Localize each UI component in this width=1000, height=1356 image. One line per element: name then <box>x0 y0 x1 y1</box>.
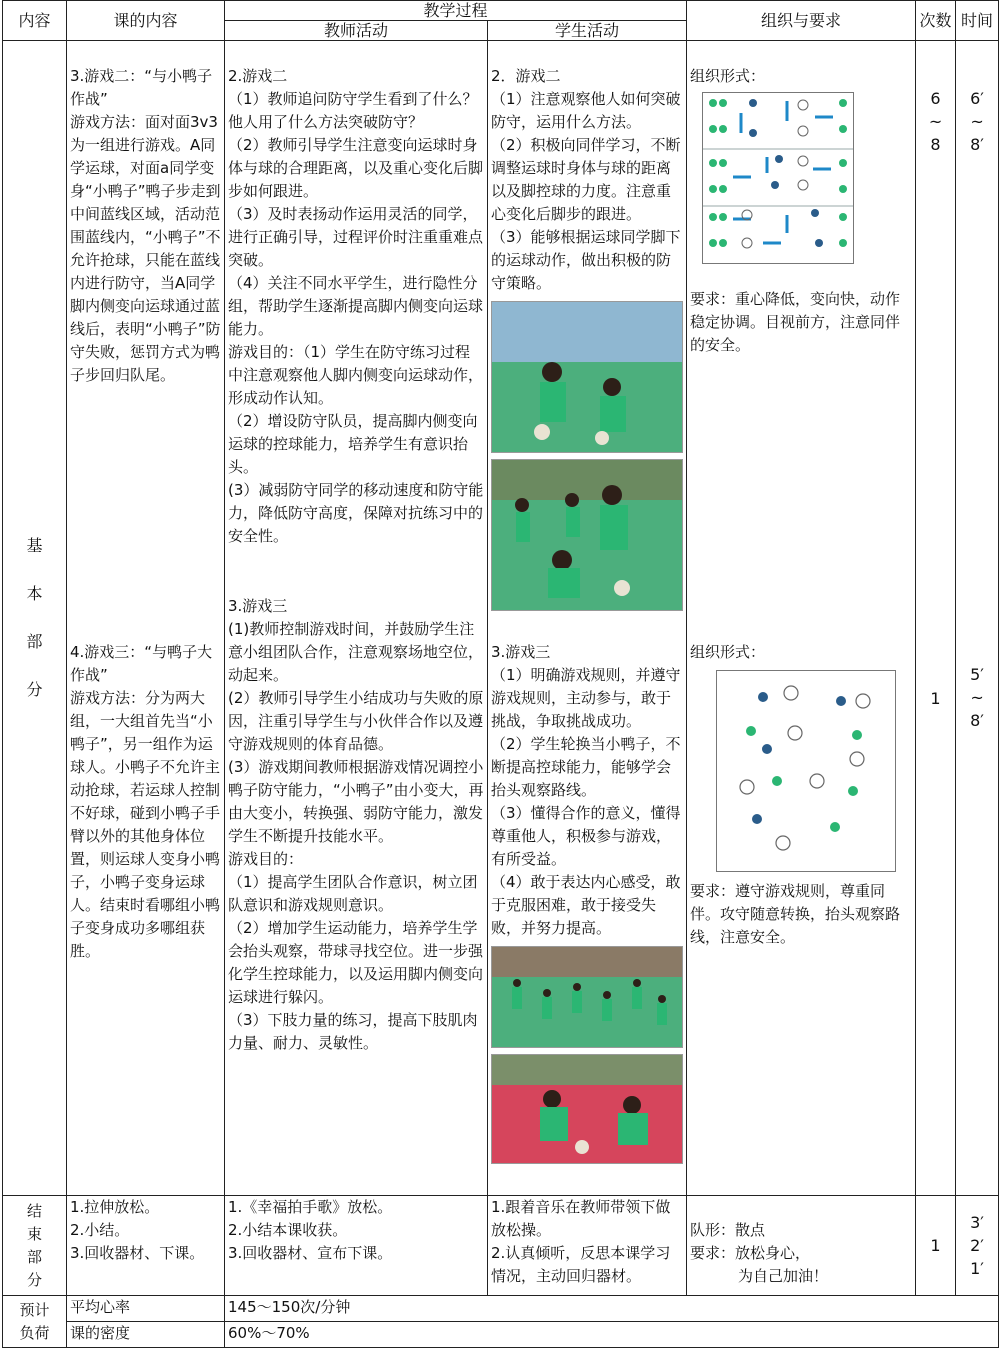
game2-times-min: 6 <box>930 89 941 108</box>
game2-student-line: （2）积极向同伴学习，不断调整运球时身体与球的距离以及脚控球的力度。注意重心变化后脚步的跟进。 <box>491 136 681 223</box>
header-organization: 组织与要求 <box>687 1 916 41</box>
header-teacher-activity: 教师活动 <box>225 21 488 41</box>
game2-teacher-line: （2）增设防守队员，提高脚内侧变向运球的控球能力，培养学生有意识抬头。 <box>228 412 478 476</box>
game2-content <box>67 41 225 641</box>
game2-student-line: （1）注意观察他人如何突破防守，运用什么方法。 <box>491 90 681 131</box>
ending-content-line: 1.拉伸放松。 <box>70 1198 160 1216</box>
game2-teacher-line: (3）减弱防守同学的移动速度和防守能力，降低防守高度，保障对抗练习中的安全性。 <box>228 481 484 545</box>
game2-times <box>916 41 956 641</box>
game3-student-line: 3.游戏三 <box>491 642 551 661</box>
load-row-value <box>225 1322 999 1348</box>
load-row-name <box>67 1322 225 1348</box>
header-content-label: 内容 <box>18 10 51 30</box>
game3-content-title: 4.游戏三：“与鸭子大作战” <box>70 642 213 684</box>
game2-teacher-line: 2.游戏二 <box>228 67 288 85</box>
game2-time <box>956 41 999 641</box>
game3-teacher-line: 3.游戏三 <box>228 596 288 615</box>
game3-teacher-line: 游戏目的： <box>228 849 304 868</box>
game3-student-line: （2）学生轮换当小鸭子，不断提高控球能力，能够学会抬头观察路线。 <box>491 734 681 799</box>
ending-content-line: 2.小结。 <box>70 1221 130 1239</box>
game3-teacher-line: (2）教师引导学生小结成功与失败的原因，注重引导学生与小伙伴合作以及遵守游戏规则的体育品德。 <box>228 688 484 753</box>
game3-teacher <box>225 596 488 1196</box>
game3-time <box>956 641 999 1196</box>
ending-time <box>956 1196 999 1296</box>
section-basic-char-3: 部 <box>26 632 43 651</box>
ending-time-3: 1′ <box>970 1259 984 1278</box>
load-label-line-2: 负荷 <box>19 1323 50 1342</box>
section-ending-char-4: 分 <box>26 1270 42 1289</box>
game3-org-label: 组织形式： <box>690 642 766 661</box>
ending-times-value: 1 <box>930 1236 941 1255</box>
game2-teacher <box>225 41 488 641</box>
game2-times-max: 8 <box>930 135 941 154</box>
game2-student-line: 2．游戏二 <box>491 67 561 85</box>
game3-time-min: 5′ <box>970 664 984 684</box>
header-student-activity: 学生活动 <box>488 21 687 41</box>
game3-student-line: （4）敢于表达内心感受，敢于克服困难，敢于接受失败，并努力提高。 <box>491 872 681 937</box>
game3-student <box>488 641 687 1196</box>
section-basic-char-1: 基 <box>26 536 43 555</box>
header-lesson-content: 课的内容 <box>67 1 225 41</box>
game3-teacher-line: （1）提高学生团队合作意识，树立团队意识和游戏规则意识。 <box>228 872 478 914</box>
game3-student-line: （1）明确游戏规则，并遵守游戏规则，主动参与，敢于挑战，争取挑战成功。 <box>491 665 681 730</box>
ending-teacher <box>225 1196 488 1296</box>
ending-org-line: 要求：放松身心， <box>690 1244 811 1262</box>
ending-teacher-line: 2.小结本课收获。 <box>228 1221 348 1239</box>
game2-photo-1 <box>491 301 683 453</box>
header-times: 次数 <box>916 1 956 41</box>
ending-content-line: 3.回收器材、下课。 <box>70 1244 205 1262</box>
ending-time-1: 3′ <box>970 1213 984 1232</box>
load-row-value <box>225 1296 999 1322</box>
load-heart-rate-label: 平均心率 <box>70 1298 131 1316</box>
section-ending-char-1: 结 <box>26 1201 42 1220</box>
ending-organization <box>687 1196 916 1296</box>
game3-organization <box>687 641 916 1196</box>
game2-teacher-line: （3）及时表扬动作运用灵活的同学，进行正确引导，过程评价时注重重难点突破。 <box>228 205 484 269</box>
ending-teacher-line: 1.《幸福拍手歌》放松。 <box>228 1198 393 1216</box>
ending-content <box>67 1196 225 1296</box>
game3-formation-diagram <box>716 670 896 872</box>
game3-student-line: （3）懂得合作的意义，懂得尊重他人，积极参与游戏，有所受益。 <box>491 803 681 868</box>
load-label <box>3 1296 67 1348</box>
game2-content-title: 3.游戏二：“与小鸭子作战” <box>70 67 213 108</box>
game3-time-max: 8′ <box>970 710 984 730</box>
section-basic-char-4: 分 <box>26 680 43 699</box>
game3-teacher-line: (3）游戏期间教师根据游戏情况调控小鸭子防守能力，“小鸭子”由小变大，再由大变小，转换强、弱防守能力，激发学生不断提升技能水平。 <box>228 757 484 845</box>
game2-content-method: 游戏方法：面对面3v3为一组进行游戏。A同学运球，对面a同学变身“小鸭子”鸭子步走到中间蓝线区域，活动范围蓝线内，“小鸭子”不允许抢球，只能在蓝线内进行防守，当A同学脚内侧变向运球通过蓝线后，表明“小鸭子”防守失败，惩罚方式为鸭子步回归队尾。 <box>70 113 221 384</box>
header-time: 时间 <box>956 1 999 41</box>
game2-formation-diagram <box>702 92 854 264</box>
section-ending <box>3 1196 67 1296</box>
game2-teacher-line: 游戏目的：（1）学生在防守练习过程中注意观察他人脚内侧变向运球动作，形成动作认知。 <box>228 343 484 407</box>
game2-times-tilde: ~ <box>928 112 943 131</box>
section-ending-char-3: 部 <box>26 1247 42 1266</box>
game2-teacher-line: （1）教师追问防守学生看到了什么？他人用了什么方法突破防守？ <box>228 90 478 131</box>
load-label-line-1: 预计 <box>19 1300 50 1319</box>
ending-teacher-line: 3.回收器材、宣布下课。 <box>228 1244 393 1262</box>
game2-time-min: 6′ <box>970 89 984 108</box>
game3-photo-2 <box>491 1054 683 1164</box>
load-density-value: 60%～70% <box>228 1324 310 1342</box>
ending-student <box>488 1196 687 1296</box>
game2-photo-2 <box>491 459 683 611</box>
game3-teacher-line: (1)教师控制游戏时间，并鼓励学生注意小组团队合作，注意观察场地空位，动起来。 <box>228 619 484 684</box>
load-heart-rate-value: 145～150次/分钟 <box>228 1298 351 1316</box>
game2-teacher-line: （4）关注不同水平学生，进行隐性分组，帮助学生逐渐提高脚内侧变向运球能力。 <box>228 274 484 338</box>
game2-time-tilde: ~ <box>970 112 984 131</box>
game2-requirement: 要求：重心降低，变向快，动作稳定协调。目视前方，注意同伴的安全。 <box>690 290 901 354</box>
ending-student-line: 1.跟着音乐在教师带领下做放松操。 <box>491 1198 671 1239</box>
game2-teacher-line: （2）教师引导学生注意变向运球时身体与球的合理距离，以及重心变化后脚步如何跟进。 <box>228 136 484 200</box>
ending-org-line: 为自己加油！ <box>738 1267 829 1285</box>
game3-teacher-line: （2）增加学生运动能力，培养学生学会抬头观察，带球寻找空位。进一步强化学生控球能力，以及运用脚内侧变向运球进行躲闪。 <box>228 918 484 1006</box>
ending-times <box>916 1196 956 1296</box>
game2-time-max: 8′ <box>970 135 984 154</box>
game3-photo-1 <box>491 946 683 1048</box>
section-ending-char-2: 束 <box>26 1224 42 1243</box>
game2-organization <box>687 41 916 641</box>
load-density-label: 课的密度 <box>70 1324 131 1342</box>
game3-requirement: 要求：遵守游戏规则，尊重同伴。攻守随意转换，抬头观察路线，注意安全。 <box>690 881 901 946</box>
game3-content-method: 游戏方法：分为两大组，一大组首先当“小鸭子”，另一组作为运球人。小鸭子不允许主动抢球，若运球人控制不好球，碰到小鸭子手臂以外的其他身体位置，则运球人变身小鸭子，小鸭子变身运球人。结束时看哪组小鸭子变身成功多哪组获胜。 <box>70 688 221 960</box>
game2-student-line: （3）能够根据运球同学脚下的运球动作，做出积极的防守策略。 <box>491 228 681 292</box>
game2-student <box>488 41 687 641</box>
section-basic <box>3 41 67 1196</box>
game2-org-label: 组织形式： <box>690 67 766 85</box>
ending-student-line: 2.认真倾听，反思本课学习情况，主动回归器材。 <box>491 1244 671 1285</box>
header-teaching-process: 教学过程 <box>225 1 687 21</box>
game3-times-value: 1 <box>930 688 941 708</box>
game3-content <box>67 641 225 1196</box>
game3-teacher-line: （3）下肢力量的练习，提高下肢肌肉力量、耐力、灵敏性。 <box>228 1010 478 1052</box>
section-basic-char-2: 本 <box>26 584 43 603</box>
game3-times <box>916 641 956 1196</box>
ending-org-line: 队形：散点 <box>690 1221 766 1239</box>
game3-time-tilde: ~ <box>970 687 984 707</box>
ending-time-2: 2′ <box>970 1236 984 1255</box>
load-row-name <box>67 1296 225 1322</box>
header-content <box>3 1 67 41</box>
